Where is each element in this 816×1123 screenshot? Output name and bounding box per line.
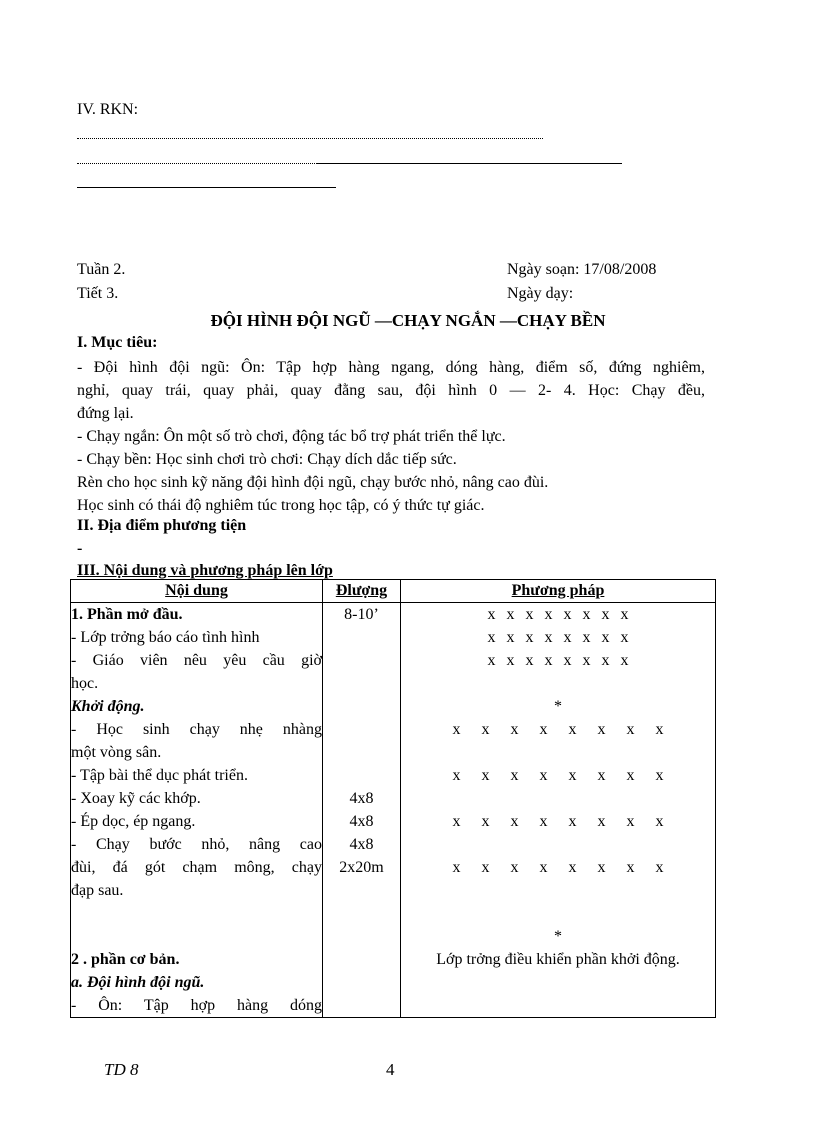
rkn-label: IV. RKN: <box>77 101 139 118</box>
lesson-plan-table <box>70 579 716 1018</box>
solid-line-2 <box>77 187 336 188</box>
warmup-heading: Khởi động. <box>71 698 145 715</box>
objective-line: - Chạy bền: Học sinh chơi trò chơi: Chạy dích dắc tiếp sức. <box>77 451 457 468</box>
amount-value: 4x8 <box>349 836 374 853</box>
list-item: đùi, đá gót chạm mông, chạy <box>71 859 322 876</box>
amount-value: 4x8 <box>349 790 374 807</box>
solid-line-1 <box>316 163 622 164</box>
objectives-heading: I. Mục tiêu: <box>77 334 158 351</box>
objectives-body <box>77 356 705 517</box>
amount-value: 8-10’ <box>344 606 379 623</box>
list-item: - Chạy bước nhỏ, nâng cao <box>71 836 322 853</box>
list-item: học. <box>71 675 99 692</box>
objective-line: Học sinh có thái độ nghiêm túc trong học tập, có ý thức tự giác. <box>77 497 485 514</box>
list-item: - Lớp trởng báo cáo tình hình <box>71 629 260 646</box>
objective-line: đứng lại. <box>77 405 134 422</box>
list-item: - Ôn: Tập hợp hàng dóng <box>71 997 322 1014</box>
objective-line: - Chạy ngắn: Ôn một số trò chơi, động tác bổ trợ phát triển thể lực. <box>77 428 506 445</box>
content-heading: III. Nội dung và phương pháp lên lớp <box>77 562 333 579</box>
table-header-row <box>71 580 716 603</box>
formation-row: x x x x x x x x <box>452 721 664 738</box>
list-item: - Xoay kỹ các khớp. <box>71 790 201 807</box>
formation-row: x x x x x x x x <box>487 606 629 623</box>
page-title: ĐỘI HÌNH ĐỘI NGŨ —CHẠY NGẮN —CHẠY BỀN <box>210 311 606 330</box>
list-item: - Giáo viên nêu yêu cầu giờ <box>71 652 322 669</box>
amount-cell <box>323 603 401 1018</box>
method-note: Lớp trởng điều khiển phần khởi động. <box>436 951 680 968</box>
objective-line: - Đội hình đội ngũ: Ôn: Tập hợp hàng ngang, dóng hàng, điểm số, đứng nghiêm, <box>77 359 705 376</box>
part1-heading: 1. Phần mở đầu. <box>71 606 183 623</box>
header-content: Nội dung <box>71 580 323 603</box>
formation-row: x x x x x x x x <box>487 652 629 669</box>
lesson-label: Tiết 3. <box>77 285 119 302</box>
list-item: - Tập bài thể dục phát triển. <box>71 767 248 784</box>
formation-row: x x x x x x x x <box>452 767 664 784</box>
method-cell <box>401 603 716 1018</box>
table-row <box>71 603 716 1018</box>
amount-value: 4x8 <box>349 813 374 830</box>
objective-line: nghỉ, quay trái, quay phải, quay đằng sau, đội hình 0 — 2- 4. Học: Chạy đều, <box>77 382 705 399</box>
formation-row: x x x x x x x x <box>452 813 664 830</box>
sub-a-heading: a. Đội hình đội ngũ. <box>71 974 205 991</box>
list-item: - Học sinh chạy nhẹ nhàng <box>71 721 322 738</box>
formation-row: x x x x x x x x <box>452 859 664 876</box>
page-number: 4 <box>386 1060 395 1079</box>
prep-date: Ngày soạn: 17/08/2008 <box>507 261 657 278</box>
amount-value: 2x20m <box>339 859 384 876</box>
dotted-line-1 <box>77 138 543 139</box>
list-item: - Ép dọc, ép ngang. <box>71 813 196 830</box>
list-item: một vòng sân. <box>71 744 162 761</box>
instructor-marker: * <box>554 928 562 945</box>
place-item: - <box>77 540 83 557</box>
list-item: đạp sau. <box>71 882 124 899</box>
objective-line: Rèn cho học sinh kỹ năng đội hình đội ngũ, chạy bước nhỏ, nâng cao đùi. <box>77 474 549 491</box>
formation-row: x x x x x x x x <box>487 629 629 646</box>
part2-heading: 2 . phần cơ bản. <box>71 951 180 968</box>
teach-date: Ngày dạy: <box>507 285 574 302</box>
instructor-marker: * <box>554 698 562 715</box>
week-label: Tuần 2. <box>77 261 126 278</box>
header-amount: Đlượng <box>323 580 401 603</box>
content-cell <box>71 603 323 1018</box>
footer-label: TD 8 <box>104 1060 139 1079</box>
place-heading: II. Địa điểm phương tiện <box>77 517 247 534</box>
dotted-line-2 <box>77 163 315 164</box>
header-method: Phương pháp <box>401 580 716 603</box>
